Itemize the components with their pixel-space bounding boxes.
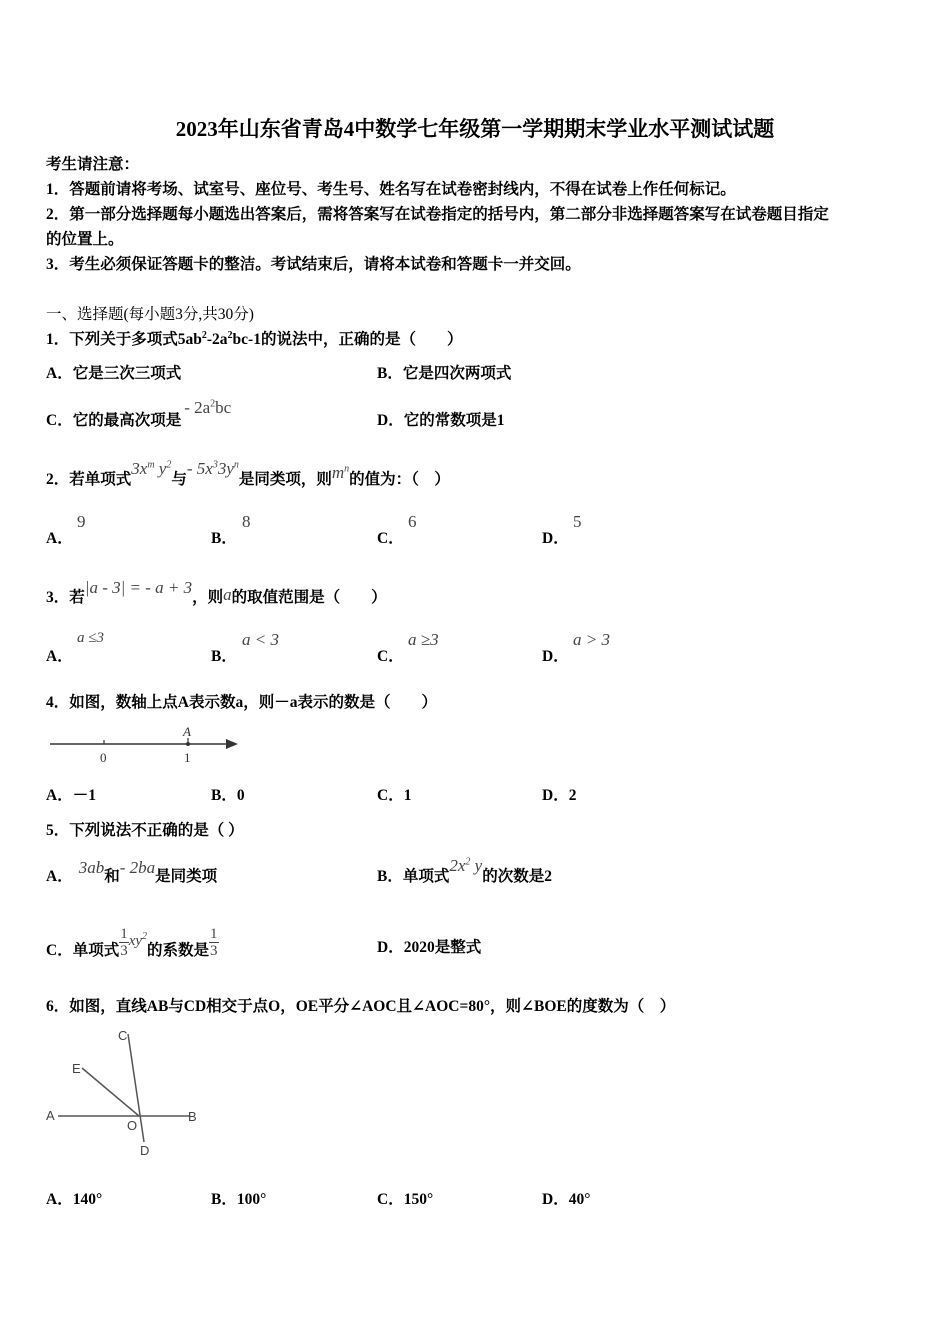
point-a-dot: [186, 742, 190, 746]
q3-stem: 3．若|a - 3| = - a + 3，则a的取值范围是（ ）: [46, 578, 387, 606]
q2-option-c-value: 6: [408, 512, 417, 531]
q4-option-a: A．－1: [46, 787, 96, 804]
notice-item-1: 1．答题前请将考场、试室号、座位号、考生号、姓名写在试卷密封线内，不得在试卷上作任何标记。: [46, 181, 736, 198]
q2-option-b-value: 8: [242, 512, 251, 531]
q4-stem: 4．如图，数轴上点A表示数a，则－a表示的数是（ ）: [46, 694, 437, 711]
q5-fraction-1: $\frac{1}{3}$: [120, 926, 128, 959]
q3-option-a-value: a ≤3: [77, 630, 104, 646]
page-title: 2023年山东省青岛4中数学七年级第一学期期末学业水平测试试题: [175, 117, 775, 141]
label-d: D: [140, 1143, 150, 1158]
q6-option-c: C．150°: [377, 1191, 434, 1208]
q5-option-c: C．单项式 $\frac{1}{3}$ $xy^2$的系数是 $\frac{1}{3}$: [46, 926, 218, 960]
q4-option-d: D．2: [542, 787, 577, 804]
q3-option-a-label: A．: [46, 648, 73, 665]
q1-option-b: B．它是四次两项式: [377, 365, 512, 382]
label-o: O: [127, 1118, 138, 1133]
q1-option-a: A．它是三次三项式: [46, 365, 182, 382]
q6-option-b: B．100°: [211, 1191, 267, 1208]
number-line-figure: [46, 722, 246, 768]
q3-option-c-value: a ≥3: [408, 630, 439, 649]
q2-option-c-label: C．: [377, 530, 404, 547]
q2-option-b-label: B．: [211, 530, 237, 547]
notice-item-2: 2．第一部分选择题每小题选出答案后，需将答案写在试卷指定的括号内，第二部分非选择题答案写在试卷题目指定: [46, 206, 829, 223]
q1-option-c: C．它的最高次项是- $2a^2bc$: [46, 398, 232, 429]
label-e: E: [72, 1061, 81, 1076]
q6-option-d: D．40°: [542, 1191, 591, 1208]
point-a-label: A: [183, 724, 191, 739]
label-b: B: [188, 1109, 197, 1124]
q2-option-a-value: 9: [77, 512, 86, 531]
q3-option-c-label: C．: [377, 648, 404, 665]
q5-fraction-2: $\frac{1}{3}$: [210, 926, 218, 959]
q2-option-d-label: D．: [542, 530, 569, 547]
q5-option-d: D．2020是整式: [377, 939, 482, 956]
tick-0-label: 0: [100, 750, 107, 765]
q5-option-a: A． 3ab和- 2ba是同类项: [46, 858, 218, 885]
q3-option-d-label: D．: [542, 648, 569, 665]
notice-item-3: 3．考生必须保证答题卡的整洁。考试结束后，请将本试卷和答题卡一并交回。: [46, 256, 581, 273]
q3-option-b-value: a < 3: [242, 630, 279, 649]
q3-option-b-label: B．: [211, 648, 237, 665]
q2-stem: 2．若单项式$3x^m$ $y^2$与- $5x^33y^n$是同类项，则$m^n$的值为：（ ）: [46, 459, 450, 488]
label-a: A: [46, 1108, 55, 1123]
intersecting-lines-figure: [44, 1024, 214, 1164]
q4-option-c: C．1: [377, 787, 412, 804]
q6-stem: 6．如图，直线AB与CD相交于点O，OE平分∠AOC且∠AOC=80°，则∠BOE的度数为（ ）: [46, 998, 676, 1015]
q1-option-d: D．它的常数项是1: [377, 412, 505, 429]
q2-option-d-value: 5: [573, 512, 582, 531]
ray-oe: [82, 1068, 139, 1116]
number-line-arrow: [226, 739, 238, 749]
q1-option-c-math: - $2a^2bc$: [184, 398, 232, 417]
q5-stem: 5．下列说法不正确的是（ ）: [46, 822, 244, 839]
q1-stem: 1．下列关于多项式$5ab^2-2a^2bc-1$的说法中，正确的是（ ）: [46, 329, 463, 348]
q2-option-a-label: A．: [46, 530, 73, 547]
notice-item-2-cont: 的位置上。: [46, 231, 124, 248]
q3-option-d-value: a > 3: [573, 630, 610, 649]
notice-heading: 考生请注意：: [46, 156, 140, 173]
q6-option-a: A．140°: [46, 1191, 103, 1208]
q5-option-b: B．单项式$2x^2$ y的次数是2: [377, 856, 552, 885]
tick-1-label: 1: [184, 750, 191, 765]
q4-option-b: B．0: [211, 787, 245, 804]
label-c: C: [118, 1028, 128, 1043]
section-heading: 一、选择题(每小题3分,共30分): [46, 306, 254, 323]
